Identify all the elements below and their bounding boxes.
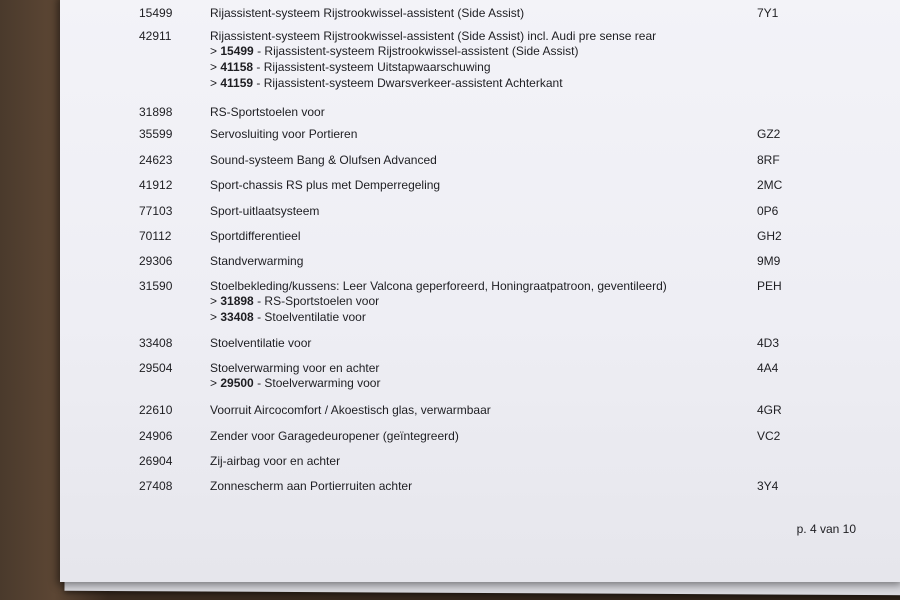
option-description-text: Sport-uitlaatsysteem — [210, 204, 320, 218]
included-option — [210, 375, 720, 391]
pr-number: 8RF — [757, 153, 780, 167]
option-description — [210, 429, 720, 443]
option-code: 31898 — [139, 105, 173, 119]
included-separator: - — [256, 76, 261, 90]
pr-number: 4GR — [757, 403, 782, 417]
option-description — [210, 153, 720, 167]
option-description-text: Rijassistent-systeem Rijstrookwissel-assistent (Side Assist) — [210, 6, 525, 20]
included-code: 31898 — [220, 294, 254, 308]
included-prefix: > — [210, 76, 218, 90]
option-code: 33408 — [139, 336, 173, 350]
option-description — [210, 105, 720, 119]
option-code: 70112 — [139, 229, 172, 243]
pr-number: 2MC — [757, 178, 783, 192]
option-description — [210, 127, 720, 141]
option-description-text: Stoelbekleding/kussens: Leer Valcona geperforeerd, Honingraatpatroon, geventileerd) — [210, 279, 667, 293]
option-description-text: Sound-systeem Bang & Olufsen Advanced — [210, 153, 437, 167]
option-description-text: Sport-chassis RS plus met Demperregeling — [210, 178, 441, 192]
document-page — [60, 0, 900, 582]
option-description-text: RS-Sportstoelen voor — [210, 105, 325, 119]
included-code: 15499 — [220, 44, 254, 58]
pr-number: PEH — [757, 279, 782, 293]
option-code: 41912 — [139, 178, 173, 192]
option-description — [210, 279, 720, 325]
option-description — [210, 336, 720, 350]
option-description — [210, 29, 720, 91]
option-description-text: Rijassistent-systeem Rijstrookwissel-assistent (Side Assist) incl. Audi pre sense rear — [210, 29, 657, 43]
included-separator: - — [257, 294, 262, 308]
option-description-text: Standverwarming — [210, 254, 304, 268]
pr-number: 7Y1 — [757, 6, 779, 20]
included-option — [210, 293, 720, 309]
option-code: 27408 — [139, 479, 173, 493]
included-option — [210, 43, 720, 59]
option-code: 42911 — [139, 29, 172, 43]
included-description: Rijassistent-systeem Uitstapwaarschuwing — [263, 60, 491, 74]
option-description — [210, 403, 720, 417]
included-code: 33408 — [220, 310, 254, 324]
option-code: 24623 — [139, 153, 173, 167]
included-separator: - — [257, 44, 262, 58]
option-code: 26904 — [139, 454, 173, 468]
option-description — [210, 204, 720, 218]
option-description-text: Stoelventilatie voor — [210, 336, 312, 350]
pr-number: 0P6 — [757, 204, 779, 218]
option-description — [210, 454, 720, 468]
option-description — [210, 178, 720, 192]
option-description-text: Sportdifferentieel — [210, 229, 301, 243]
option-code: 29504 — [139, 361, 173, 375]
included-description: RS-Sportstoelen voor — [264, 294, 380, 308]
included-prefix: > — [210, 44, 218, 58]
pr-number: 4D3 — [757, 336, 780, 350]
pr-number: 9M9 — [757, 254, 781, 268]
included-description: Rijassistent-systeem Dwarsverkeer-assistent Achterkant — [263, 76, 563, 90]
option-code: 24906 — [139, 429, 173, 443]
option-description-text: Zij-airbag voor en achter — [210, 454, 341, 468]
included-code: 41159 — [220, 76, 254, 90]
option-description — [210, 229, 720, 243]
pr-number: 4A4 — [757, 361, 779, 375]
option-description-text: Zonnescherm aan Portierruiten achter — [210, 479, 413, 493]
option-code: 22610 — [139, 403, 173, 417]
included-prefix: > — [210, 60, 218, 74]
pr-number: GH2 — [757, 229, 782, 243]
included-description: Stoelverwarming voor — [264, 376, 381, 390]
option-description-text: Voorruit Aircocomfort / Akoestisch glas, verwarmbaar — [210, 403, 491, 417]
included-prefix: > — [210, 294, 218, 308]
included-separator: - — [257, 376, 262, 390]
page-number: p. 4 van 10 — [796, 522, 856, 536]
option-description — [210, 254, 720, 268]
option-code: 31590 — [139, 279, 173, 293]
option-code: 35599 — [139, 127, 173, 141]
included-prefix: > — [210, 376, 218, 390]
included-prefix: > — [210, 310, 218, 324]
option-code: 29306 — [139, 254, 173, 268]
option-description-text: Stoelverwarming voor en achter — [210, 361, 380, 375]
option-description — [210, 479, 720, 493]
option-code: 15499 — [139, 6, 173, 20]
pr-number: 3Y4 — [757, 479, 779, 493]
included-code: 41158 — [220, 60, 254, 74]
included-separator: - — [256, 60, 261, 74]
included-code: 29500 — [220, 376, 254, 390]
option-description — [210, 361, 720, 391]
option-description-text: Servosluiting voor Portieren — [210, 127, 358, 141]
pr-number: GZ2 — [757, 127, 781, 141]
pr-number: VC2 — [757, 429, 781, 443]
included-description: Stoelventilatie voor — [264, 310, 366, 324]
included-option — [210, 59, 720, 75]
included-option — [210, 309, 720, 325]
included-option — [210, 75, 720, 91]
option-description — [210, 6, 720, 20]
included-description: Rijassistent-systeem Rijstrookwissel-assistent (Side Assist) — [264, 44, 579, 58]
option-description-text: Zender voor Garagedeuropener (geïntegreerd) — [210, 429, 459, 443]
option-code: 77103 — [139, 204, 173, 218]
included-separator: - — [257, 310, 262, 324]
